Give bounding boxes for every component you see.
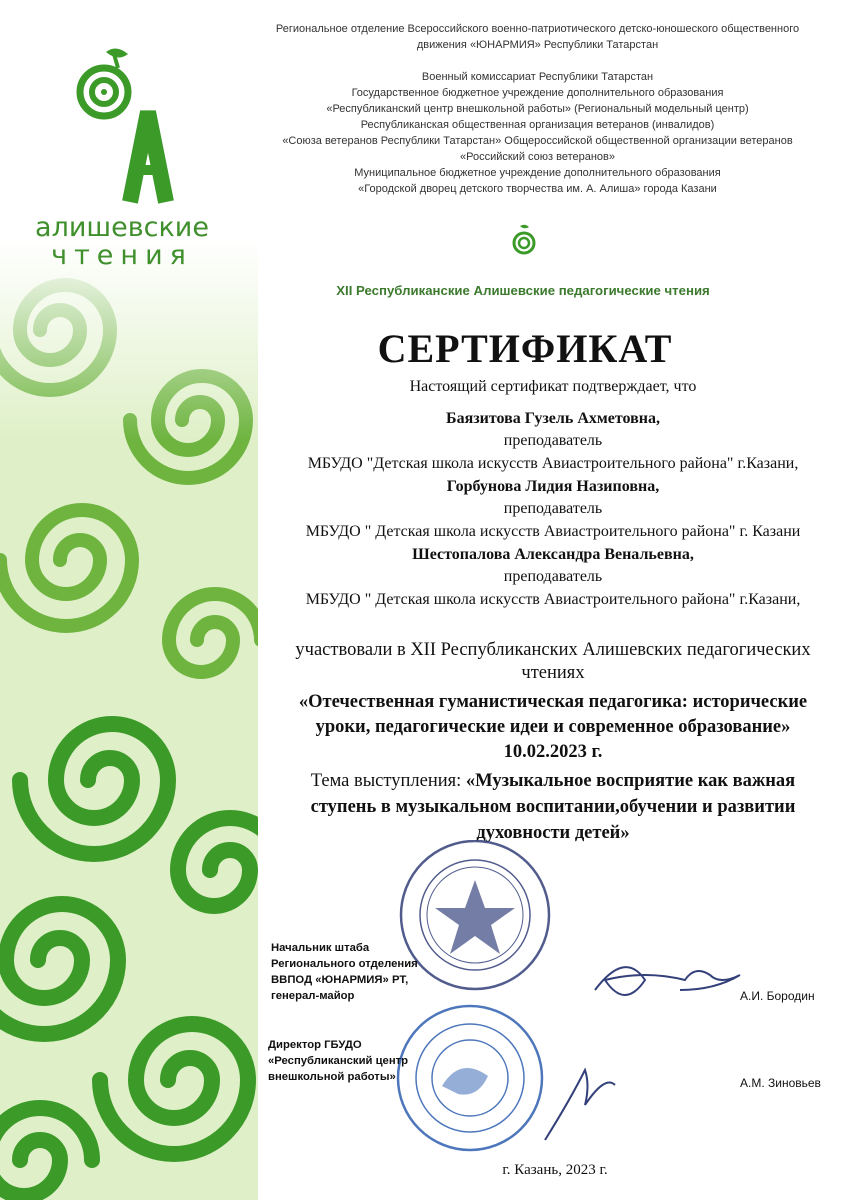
yunarmia-stamp-icon (401, 841, 549, 989)
organizer-line: «Городской дворец детского творчества им. А. Алиша» города Казани (358, 183, 717, 195)
logo-line2: чтения (51, 240, 193, 271)
organizer-line: Муниципальное бюджетное учреждение дополнительного образования (354, 167, 721, 179)
confirms-text: Настоящий сертификат подтверждает, что (409, 378, 697, 395)
organizer-line: Республиканская общественная организация ветеранов (инвалидов) (360, 119, 715, 131)
participant-org: МБУДО " Детская школа искусств Авиастроительного района" г. Казани (305, 523, 801, 540)
conference-title-line: «Отечественная гуманистическая педагогика: исторические (298, 692, 808, 712)
topic-text: «Музыкальное восприятие как важная (465, 771, 796, 791)
participant-org: МБУДО " Детская школа искусств Авиастроительного района" г.Казани, (305, 591, 801, 608)
apple-small-icon (510, 224, 538, 256)
logo-wordmark (22, 214, 222, 270)
topic-line: духовности детей» (476, 823, 630, 843)
organizer-line: Военный комиссариат Республики Татарстан (421, 71, 654, 83)
topic-line: ступень в музыкальном воспитании,обучении и развитии (310, 797, 796, 817)
signer-title-line: Начальник штаба (271, 942, 370, 954)
conference-title-line: уроки, педагогические идеи и современное образование» (315, 717, 791, 737)
signature-borodin-icon (595, 967, 740, 995)
participant-name: Баязитова Гузель Ахметовна, (446, 410, 660, 427)
organizer-line: «Российский союз ветеранов» (459, 151, 616, 163)
participant-position: преподаватель (503, 432, 603, 449)
participant-position: преподаватель (503, 568, 603, 585)
participant-position: преподаватель (503, 500, 603, 517)
organizer-line: Региональное отделение Всероссийского военно-патриотического детско-юношеского общественного (275, 23, 800, 35)
topic-label: Тема выступления: (310, 771, 466, 791)
apple-logo-icon (70, 42, 220, 212)
organizer-line: Государственное бюджетное учреждение дополнительного образования (351, 87, 724, 99)
place-date: г. Казань, 2023 г. (502, 1162, 608, 1178)
organizer-line: «Республиканский центр внешкольной работы» (Региональный модельный центр) (326, 103, 749, 115)
signer-title-line: «Республиканский центр (268, 1055, 409, 1067)
participated-line: участвовали в XII Республиканских Алишевских педагогических (295, 640, 811, 660)
participant-org: МБУДО "Детская школа искусств Авиастроительного района" г.Казани, (307, 455, 799, 472)
participated-line: чтениях (521, 663, 585, 683)
conference-date: 10.02.2023 г. (503, 742, 603, 762)
participant-name: Шестопалова Александра Венальевна, (412, 546, 694, 563)
logo-line1: алишевские (35, 212, 209, 243)
school-stamp-icon (398, 1006, 542, 1150)
signer-title-block (271, 940, 418, 1004)
event-subtitle: XII Республиканские Алишевские педагогические чтения (336, 283, 710, 298)
signer-title-line: ВВПОД «ЮНАРМИЯ» РТ, (271, 974, 409, 986)
signer-title-line: Регионального отделения (271, 958, 418, 970)
organizer-line: «Союза ветеранов Республики Татарстан» Общероссийской общественной организации ветеранов (282, 135, 793, 147)
stamps-and-signatures (380, 840, 800, 1160)
organizer-line: движения «ЮНАРМИЯ» Республики Татарстан (416, 39, 659, 51)
signer-name: А.И. Бородин (740, 989, 815, 1003)
certificate-title: СЕРТИФИКАТ (377, 326, 673, 371)
topic-line (262, 769, 844, 794)
signer-title-line: генерал-майор (271, 990, 355, 1002)
signature-zinovyev-icon (545, 1070, 615, 1140)
participant-name: Горбунова Лидия Назиповна, (446, 478, 660, 495)
signer-name: А.М. Зиновьев (740, 1076, 821, 1090)
signer-title-block (268, 1037, 408, 1085)
signer-title-line: Директор ГБУДО (268, 1039, 362, 1051)
signer-title-line: внешкольной работы» (268, 1071, 396, 1083)
